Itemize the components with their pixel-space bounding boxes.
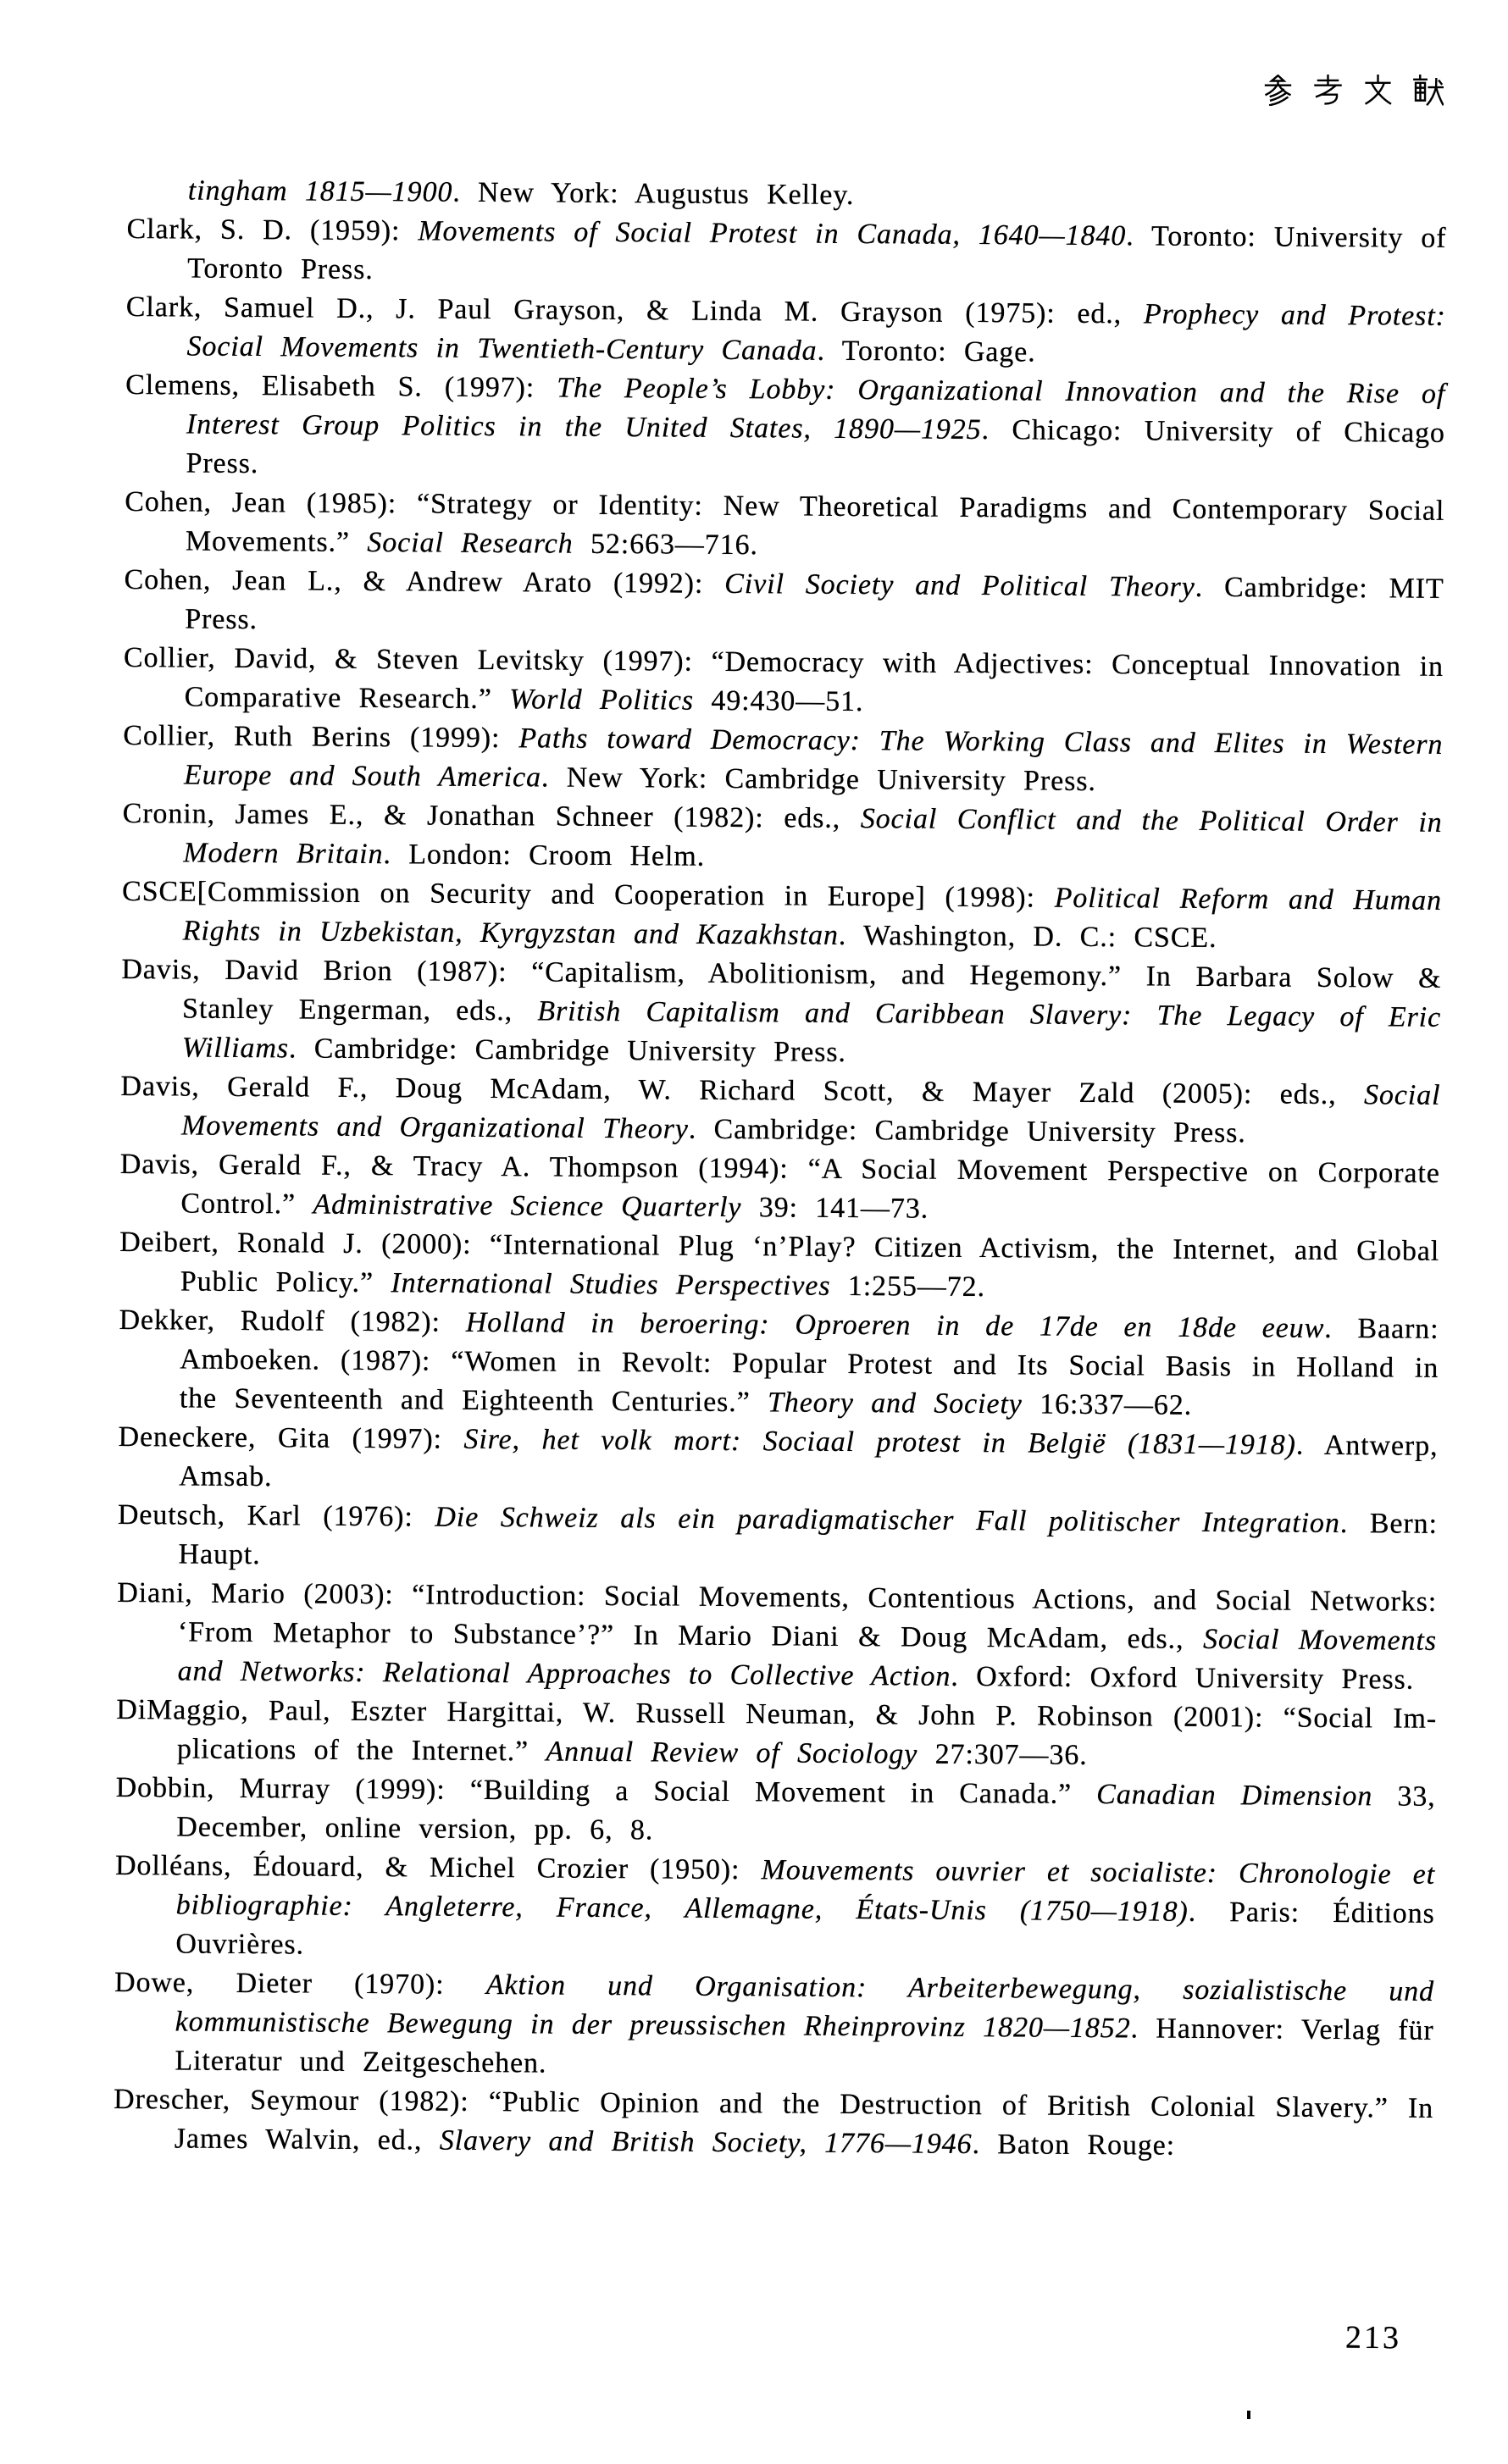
reference-text: . Oxford: Oxford University Press. [951,1660,1415,1696]
reference-entry [115,1769,1436,1856]
reference-text: Cohen, Jean L., & Andrew Arato (1992): [124,563,725,600]
reference-title-italic: International Studies Perspectives [391,1267,831,1302]
reference-entry [125,366,1445,492]
reference-entry [116,1691,1437,1778]
reference-text: DiMaggio, Paul, Eszter Hargittai, W. Russell Neuman, & John P. Robinson (2001): “Social Implications of the Internet.” [116,1693,1437,1768]
reference-entry [124,561,1444,648]
reference-entry [118,1418,1439,1505]
reference-entry [119,1145,1440,1232]
reference-text: Davis, David Brion (1987): “Capitalism, Abolitionism, and Hegemony.” In Barbara Solow & Stanley Engerman, eds., [121,953,1442,1027]
reference-text: . New York: Augustus Kelley. [452,176,855,211]
reference-text: Dolléans, Édouard, & Michel Crozier (1950): [114,1849,762,1886]
reference-text: Collier, David, & Steven Levitsky (1997): “Democracy with Adjectives: Conceptual Innovation in Comparative Research.” [123,641,1444,716]
reference-text: Deneckere, Gita (1997): [118,1420,464,1455]
reference-text: Dekker, Rudolf (1982): [119,1304,466,1338]
reference-text: Cohen, Jean (1985): “Strategy or Identity: New Theoretical Paradigms and Contemporary Social Movements.” [125,485,1445,558]
reference-title-italic: British Capitalism and Caribbean Slavery: The Legacy of Eric Williams [181,995,1442,1065]
reference-text: 49:430—51. [693,684,864,718]
reference-text: . Washington, D. C.: CSCE. [838,919,1217,955]
reference-title-italic: Holland in beroering: Oproeren in de 17de en 18de eeuw [465,1306,1325,1344]
reference-text: Clark, Samuel D., J. Paul Grayson, & Linda M. Grayson (1975): ed., [125,291,1145,330]
reference-title-italic: Social Movements and Organizational Theory [181,1079,1441,1145]
reference-title-italic: Social Movements and Networks: Relational Approaches to Collective Action [177,1623,1438,1692]
reference-title-italic: Aktion und Organisation: Arbeiterbewegung, sozialistische und kommunistische Bewegung in der preussischen Rheinprovinz 1820—1852 [175,1969,1435,2045]
reference-entry [119,1301,1439,1427]
reference-text: Deibert, Ronald J. (2000): “International Plug ‘n’Play? Citizen Activism, the Internet, and Global Public Policy.” [119,1226,1440,1299]
reference-entry [116,1574,1437,1700]
reference-title-italic: Paths toward Democracy: The Working Class and Elites in Western Europe and South America [183,723,1444,794]
reference-entry [123,717,1444,804]
reference-text: . London: Croom Helm. [383,839,706,872]
reference-entry [114,2080,1434,2168]
reference-title-italic: Prophecy and Protest: Social Movements in Twentieth-Century Canada [186,298,1446,367]
reference-title-italic: Social Conflict and the Political Order in Modern Britain [183,803,1443,871]
reference-text: Davis, Gerald F., & Tracy A. Thompson (1994): “A Social Movement Perspective on Corporate Control.” [119,1148,1440,1221]
reference-text: 27:307—36. [918,1738,1088,1771]
reference-title-italic: Mouvements ouvrier et socialiste: Chronologie et bibliographie: Angleterre, France, Allemagne, États-Unis (1750—1918) [175,1854,1436,1928]
reference-text: Diani, Mario (2003): “Introduction: Social Movements, Contentious Actions, and Social Networks: ‘From Metaphor to Substance’?” In Mario Diani & Doug McAdam, eds., [117,1576,1438,1655]
reference-text: . Cambridge: MIT Press. [185,571,1444,636]
reference-list [114,171,1447,2168]
reference-text: . Baarn: Amboeken. (1987): “Women in Revolt: Popular Protest and Its Social Basis in Holland in the Seventeenth and Eighteenth Centuries.” [179,1312,1439,1419]
header-cjk-char-kao [1312,75,1344,106]
reference-text: Collier, Ruth Berins (1999): [123,719,519,755]
reference-text: . Toronto: University of Toronto Press. [187,220,1447,286]
reference-text: 16:337—62. [1022,1388,1193,1421]
reference-title-italic: Die Schweiz als ein paradigmatischer Fall politischer Integration [435,1501,1340,1540]
scan-speck [1247,2411,1250,2419]
reference-entry [114,1963,1434,2090]
reference-text: . Baton Rouge: [972,2129,1176,2162]
header-cjk-char-wen [1362,75,1394,106]
reference-entry [117,1496,1438,1583]
reference-text: 52:663—716. [573,528,758,562]
reference-text: . New York: Cambridge University Press. [541,761,1096,798]
reference-text: Davis, Gerald F., Doug McAdam, W. Richard Scott, & Mayer Zald (2005): eds., [120,1070,1365,1111]
reference-text: Dobbin, Murray (1999): “Building a Social Movement in Canada.” [115,1771,1097,1811]
reference-title-italic: Movements of Social Protest in Canada, 1640—1840 [418,215,1127,252]
reference-text: Clark, S. D. (1959): [126,213,419,247]
reference-title-italic: Canadian Dimension [1096,1779,1373,1813]
reference-text: Deutsch, Karl (1976): [117,1498,435,1533]
reference-entry [122,872,1443,960]
reference-title-italic: Theory and Society [767,1387,1023,1420]
reference-text: . Chicago: University of Chicago Press. [186,414,1446,480]
reference-text: Cronin, James E., & Jonathan Schneer (1982): eds., [122,797,861,835]
reference-title-italic: Political Reform and Human Rights in Uzbekistan, Kyrgyzstan and Kazakhstan [182,882,1443,951]
header-cjk-char-xian [1412,75,1444,106]
reference-title-italic: Social Research [367,526,574,560]
reference-entry [124,639,1444,726]
reference-text: CSCE[Commission on Security and Cooperation in Europe] (1998): [121,875,1055,914]
reference-title-italic: Slavery and British Society, 1776—1946 [439,2124,973,2161]
reference-title-italic: Sire, het volk mort: Sociaal protest in België (1831—1918) [463,1423,1296,1461]
reference-title-italic: Annual Review of Sociology [546,1736,918,1770]
reference-text: 1:255—72. [830,1270,986,1304]
reference-text: . Toronto: Gage. [817,335,1036,368]
reference-entry [126,210,1447,297]
reference-text: . Cambridge: Cambridge University Press. [688,1113,1246,1149]
reference-entry [120,1067,1441,1154]
page-number: 213 [1344,2319,1402,2356]
reference-text: . Bern: Haupt. [178,1508,1439,1571]
reference-text: . Paris: Éditions Ouvrières. [175,1896,1435,1961]
reference-title-italic: The People’s Lobby: Organizational Innovation and the Rise of Interest Group Politics in the United States, 1890—1925 [186,372,1446,446]
reference-title-italic: Civil Society and Political Theory [724,568,1195,603]
reference-entry [121,950,1442,1077]
reference-title-italic: tingham 1815—1900 [187,174,453,208]
reference-entry [119,1223,1440,1310]
reference-text: . Antwerp, Amsab. [179,1429,1439,1493]
reference-text: Clemens, Elisabeth S. (1997): [125,368,557,404]
reference-text: . Cambridge: Cambridge University Press. [288,1033,847,1068]
reference-entry [122,795,1443,882]
reference-entry [114,1847,1435,1973]
reference-text: Drescher, Seymour (1982): “Public Opinion and the Destruction of British Colonial Slavery.” In James Walvin, ed., [113,2083,1434,2157]
reference-entry [125,288,1446,375]
header-cjk-char-can [1262,75,1294,106]
reference-text: Dowe, Dieter (1970): [114,1966,486,2002]
reference-title-italic: Administrative Science Quarterly [313,1188,742,1224]
reference-text: . Hannover: Verlag für Literatur und Zeitgeschehen. [175,2013,1434,2079]
reference-entry [125,483,1445,570]
reference-title-italic: World Politics [509,684,695,717]
reference-text: 33, December, online version, pp. 6, 8. [176,1780,1436,1847]
reference-text: 39: 141—73. [741,1192,929,1225]
page-header-title [1262,75,1444,106]
